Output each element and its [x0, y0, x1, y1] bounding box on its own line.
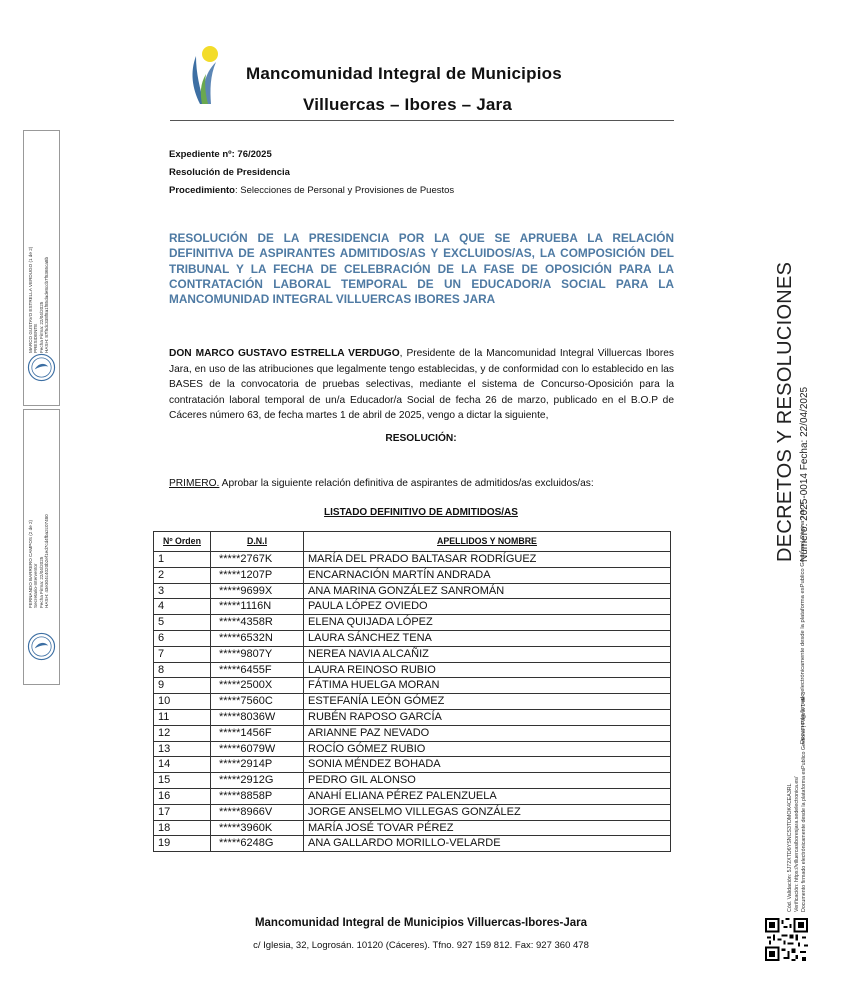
row-orden: 8 — [154, 662, 211, 678]
table-row — [154, 741, 671, 757]
primero-label: PRIMERO. — [169, 478, 220, 489]
listado-heading: LISTADO DEFINITIVO DE ADMITIDOS/AS — [324, 507, 518, 518]
row-orden: 2 — [154, 567, 211, 583]
row-orden: 9 — [154, 678, 211, 694]
procedimiento-value: : Selecciones de Personal y Provisiones de Puestos — [235, 185, 455, 196]
table-row — [154, 694, 671, 710]
row-orden: 18 — [154, 820, 211, 836]
table-row — [154, 757, 671, 773]
row-nombre: PEDRO GIL ALONSO — [304, 773, 671, 789]
table-row — [154, 804, 671, 820]
row-dni: *****8036W — [211, 709, 304, 725]
organization-name-line1: Mancomunidad Integral de Municipios — [246, 64, 562, 83]
row-dni: *****8966V — [211, 804, 304, 820]
table-row — [154, 709, 671, 725]
table-row — [154, 773, 671, 789]
resolucion-heading: RESOLUCIÓN: — [385, 433, 457, 444]
row-orden: 4 — [154, 599, 211, 615]
table-row — [154, 615, 671, 631]
signature-role: Secretario-Interventor — [33, 563, 39, 608]
row-dni: *****6455F — [211, 662, 304, 678]
table-row — [154, 583, 671, 599]
table-row — [154, 725, 671, 741]
row-nombre: JORGE ANSELMO VILLEGAS GONZÁLEZ — [304, 804, 671, 820]
row-orden: 13 — [154, 741, 211, 757]
president-name: DON MARCO GUSTAVO ESTRELLA VERDUGO — [169, 348, 400, 359]
table-row — [154, 678, 671, 694]
row-nombre: ESTEFANÍA LEÓN GÓMEZ — [304, 694, 671, 710]
row-orden: 3 — [154, 583, 211, 599]
body-paragraph-text: , Presidente de la Mancomunidad Integral Villuercas Ibores Jara, en uso de las atribuciones que legalmente tengo establecidas, y de conformidad con lo establecido en las BASES de la convocatoria de pruebas selectivas, mediante el sistema de Concurso-Oposición para la contratación laboral temporal de un/a Educador/a Social de fecha 26 de marzo, publicado en el B.O.P de Cáceres número 63, de fecha martes 1 de abril de 2025, vengo a dictar la siguiente, — [169, 348, 675, 422]
table-row — [154, 646, 671, 662]
row-nombre: ENCARNACIÓN MARTÍN ANDRADA — [304, 567, 671, 583]
decretos-resoluciones-label: DECRETOS Y RESOLUCIONES — [774, 261, 796, 562]
row-nombre: PAULA LÓPEZ OVIEDO — [304, 599, 671, 615]
primero-text: Aprobar la siguiente relación definitiva de aspirantes de admitidos/as excluidos/as: — [219, 478, 594, 489]
row-dni: *****8858P — [211, 788, 304, 804]
numero-fecha-label: Número: 2025-0014 Fecha: 22/04/2025 — [799, 386, 810, 562]
footer-organization: Mancomunidad Integral de Municipios Villuercas-Ibores-Jara — [254, 917, 588, 929]
table-row — [154, 836, 671, 852]
resolution-title: RESOLUCIÓN DE LA PRESIDENCIA POR LA QUE SE APRUEBA LA RELACIÓN DEFINITIVA DE ASPIRANTES ADMITIDOS/AS Y EXCLUIDOS/AS, LA COMPOSICIÓN DEL TRIBUNAL Y LA FECHA DE CELEBRACIÓN DE LA FASE DE OPOSICIÓN PARA LA CONTRATACIÓN LABORAL TEMPORAL DE UN EDUCADOR/A SOCIAL PARA LA MANCOMUNIDAD INTEGRAL VILLUERCAS IBORES JARA — [169, 231, 674, 307]
csv-code: Cód. Validación: 5J72XTD6YSNCS3TDMOK4CEA3RL — [787, 783, 793, 912]
signature-role: PRESIDENTE — [33, 323, 39, 353]
row-dni: *****1456F — [211, 725, 304, 741]
row-dni: *****9807Y — [211, 646, 304, 662]
row-nombre: LAURA SÁNCHEZ TENA — [304, 630, 671, 646]
header-orden: Nº Orden — [154, 532, 211, 552]
mancomunidad-logo — [186, 44, 222, 106]
csv-validation-text — [787, 692, 808, 912]
procedimiento-label: Procedimiento — [169, 185, 235, 196]
header-divider — [170, 120, 674, 121]
row-nombre: LAURA REINOSO RUBIO — [304, 662, 671, 678]
signature-name: FERNANDO BARRERO CAMPOS (2 de 2) — [28, 519, 33, 608]
row-orden: 10 — [154, 694, 211, 710]
row-nombre: MARÍA JOSÉ TOVAR PÉREZ — [304, 820, 671, 836]
row-orden: 14 — [154, 757, 211, 773]
row-nombre: ELENA QUIJADA LÓPEZ — [304, 615, 671, 631]
row-dni: *****1207P — [211, 567, 304, 583]
expediente-value: 76/2025 — [237, 149, 272, 160]
row-nombre: NEREA NAVIA ALCAÑIZ — [304, 646, 671, 662]
signature-box-secretary — [23, 409, 60, 685]
table-row — [154, 630, 671, 646]
row-nombre: ROCÍO GÓMEZ RUBIO — [304, 741, 671, 757]
resolucion-presidencia-line — [169, 167, 290, 178]
signature-hash: HASH: 87f5dc338f8a1f85dade8ccb7f5365ca8b — [44, 256, 50, 353]
row-dni: *****6532N — [211, 630, 304, 646]
row-nombre: ARIANNE PAZ NEVADO — [304, 725, 671, 741]
table-row — [154, 788, 671, 804]
row-orden: 1 — [154, 552, 211, 568]
row-nombre: SONIA MÉNDEZ BOHADA — [304, 757, 671, 773]
row-orden: 5 — [154, 615, 211, 631]
table-row — [154, 567, 671, 583]
row-nombre: ANA MARINA GONZÁLEZ SANROMÁN — [304, 583, 671, 599]
row-dni: *****2767K — [211, 552, 304, 568]
row-dni: *****1116N — [211, 599, 304, 615]
row-dni: *****4358R — [211, 615, 304, 631]
signature-box-president — [23, 130, 60, 406]
row-orden: 6 — [154, 630, 211, 646]
signature-text-president — [28, 247, 50, 353]
signature-date: Fecha Firma: 22/04/2025 — [38, 556, 44, 608]
row-orden: 16 — [154, 788, 211, 804]
csv-platform: Documento firmado electrónicamente desde la plataforma esPublico Gestiona | Página 1 de 3 — [801, 691, 807, 912]
organization-name-line2: Villuercas – Ibores – Jara — [303, 95, 513, 114]
row-dni: *****2500X — [211, 678, 304, 694]
admitted-list-table — [153, 531, 671, 852]
qr-code-icon — [765, 918, 808, 961]
row-dni: *****6248G — [211, 836, 304, 852]
row-orden: 11 — [154, 709, 211, 725]
row-dni: *****2912G — [211, 773, 304, 789]
primero-line — [169, 478, 594, 489]
table-row — [154, 820, 671, 836]
row-dni: *****2914P — [211, 757, 304, 773]
header-dni: D.N.I — [211, 532, 304, 552]
resolucion-label: Resolución de Presidencia — [169, 167, 290, 178]
row-dni: *****9699X — [211, 583, 304, 599]
table-header-row — [154, 532, 671, 552]
body-paragraph — [169, 346, 674, 424]
row-dni: *****3960K — [211, 820, 304, 836]
row-nombre: MARÍA DEL PRADO BALTASAR RODRÍGUEZ — [304, 552, 671, 568]
row-nombre: RUBÉN RAPOSO GARCÍA — [304, 709, 671, 725]
row-dni: *****6079W — [211, 741, 304, 757]
table-row — [154, 552, 671, 568]
signature-seal-icon — [27, 353, 56, 382]
row-dni: *****7560C — [211, 694, 304, 710]
expediente-line — [169, 149, 272, 160]
pagina-label: Documento firmado electrónicamente desde la plataforma esPublico Gestiona | Página 1 de 3 — [800, 503, 806, 744]
table-row — [154, 662, 671, 678]
csv-url: Verificación: https://villuercasiboresjara.sedelectronica.es/ — [794, 776, 800, 912]
row-orden: 17 — [154, 804, 211, 820]
signature-text-secretary — [28, 514, 50, 608]
table-row — [154, 599, 671, 615]
signature-hash: HASH: 43e304c4020b2ef1ed7cd4fba2c07480 — [44, 514, 50, 608]
footer-address: c/ Iglesia, 32, Logrosán. 10120 (Cáceres). Tfno. 927 159 812. Fax: 927 360 478 — [253, 940, 589, 951]
signature-seal-icon — [27, 632, 56, 661]
procedimiento-line — [169, 185, 454, 196]
expediente-label: Expediente nº: — [169, 149, 235, 160]
row-nombre: ANAHÍ ELIANA PÉREZ PALENZUELA — [304, 788, 671, 804]
signature-date: Fecha Firma: 22/04/2025 — [38, 301, 44, 353]
signature-name: MARCO GUSTAVO ESTRELLA VERDUGO (1 de 2) — [28, 246, 33, 353]
row-orden: 15 — [154, 773, 211, 789]
row-orden: 7 — [154, 646, 211, 662]
row-nombre: FÁTIMA HUELGA MORAN — [304, 678, 671, 694]
row-orden: 19 — [154, 836, 211, 852]
header-nombre: APELLIDOS Y NOMBRE — [304, 532, 671, 552]
row-nombre: ANA GALLARDO MORILLO-VELARDE — [304, 836, 671, 852]
row-orden: 12 — [154, 725, 211, 741]
